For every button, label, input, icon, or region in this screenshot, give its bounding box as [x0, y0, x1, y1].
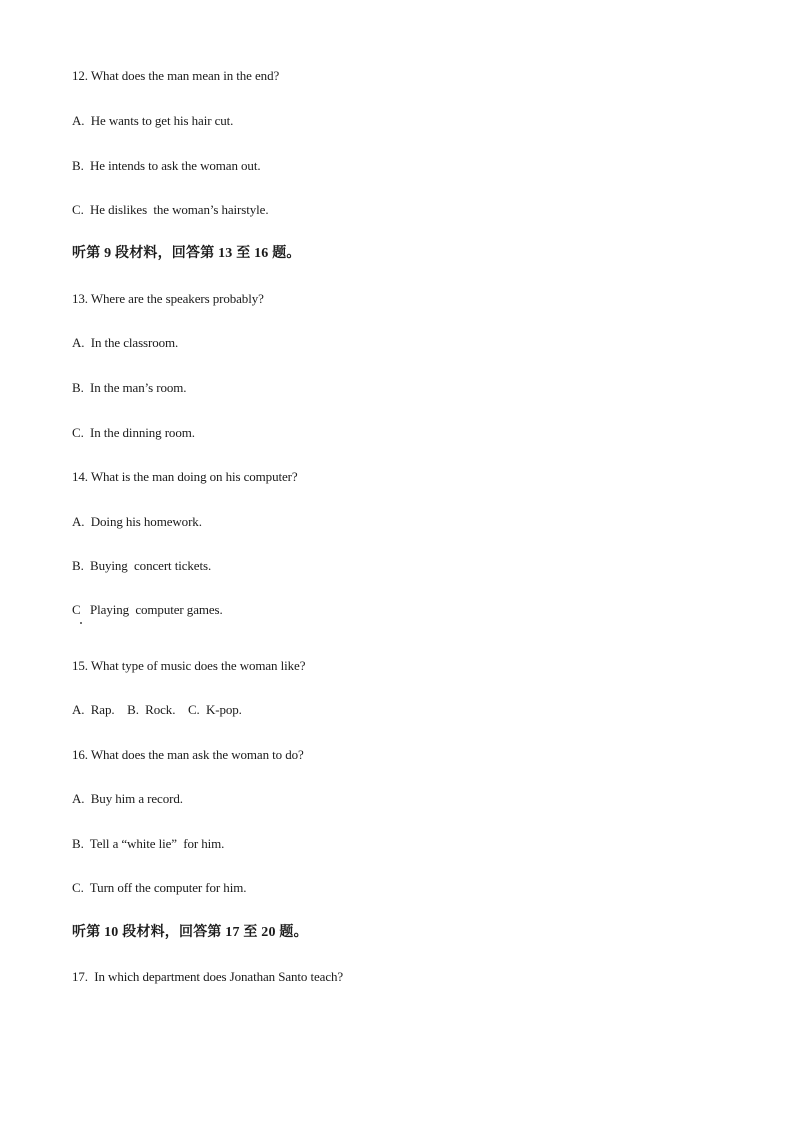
option-16c: C. Turn off the computer for him. [72, 880, 247, 895]
section-heading-9: 听第 9 段材料，回答第 13 至 16 题。 [72, 246, 301, 261]
option-14a: A. Doing his homework. [72, 514, 202, 529]
question-13: 13. Where are the speakers probably? [72, 291, 264, 306]
section-heading-10: 听第 10 段材料，回答第 17 至 20 题。 [72, 925, 308, 940]
option-13c: C. In the dinning room. [72, 425, 195, 440]
option-14b: B. Buying concert tickets. [72, 558, 212, 573]
option-13a: A. In the classroom. [72, 335, 179, 350]
stray-dot [80, 622, 82, 624]
option-12c: C. He dislikes the woman’s hairstyle. [72, 202, 269, 217]
question-12: 12. What does the man mean in the end? [72, 68, 280, 83]
option-16b: B. Tell a “white lie” for him. [72, 836, 225, 851]
option-12b: B. He intends to ask the woman out. [72, 158, 261, 173]
option-13b: B. In the man’s room. [72, 380, 187, 395]
question-16: 16. What does the man ask the woman to do? [72, 747, 304, 762]
question-14: 14. What is the man doing on his computer? [72, 469, 298, 484]
options-15: A. Rap. B. Rock. C. K-pop. [72, 702, 242, 717]
option-16a: A. Buy him a record. [72, 791, 183, 806]
question-17: 17. In which department does Jonathan Santo teach? [72, 969, 344, 984]
option-14c: C Playing computer games. [72, 602, 223, 617]
question-15: 15. What type of music does the woman like? [72, 658, 306, 673]
option-12a: A. He wants to get his hair cut. [72, 113, 234, 128]
